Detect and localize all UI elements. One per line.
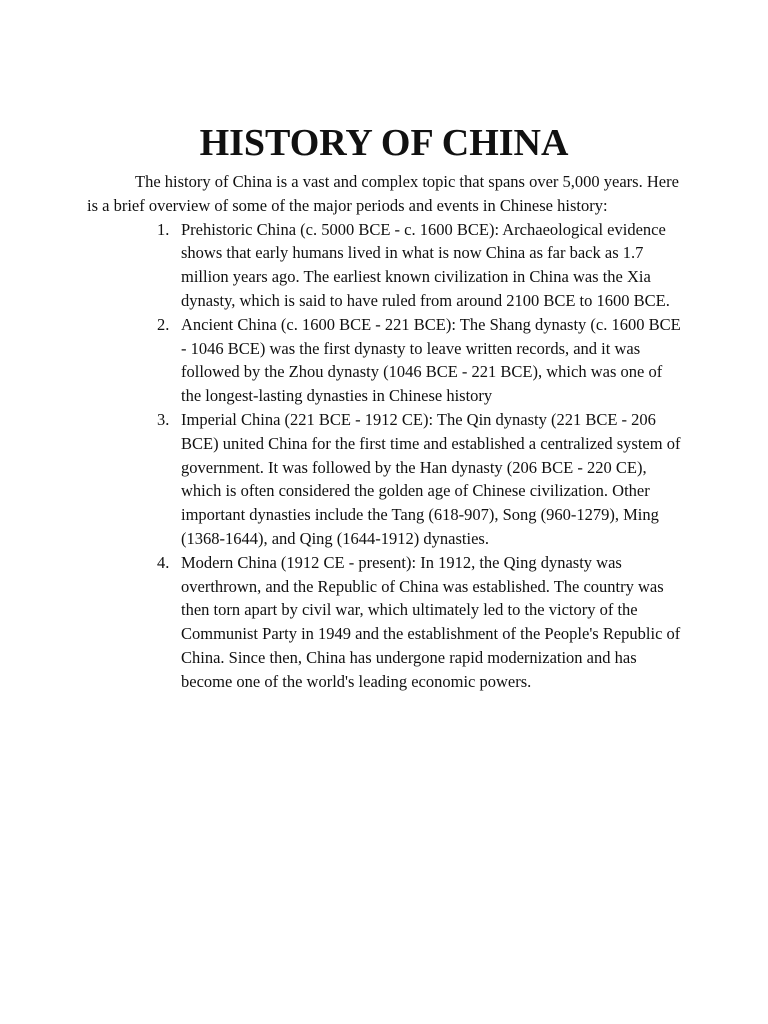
- list-item-prehistoric-china: [157, 218, 683, 313]
- list-item-imperial-china: [157, 408, 683, 551]
- document-title: HISTORY OF CHINA: [199, 122, 569, 165]
- document-body: [87, 170, 683, 694]
- list-item-ancient-china: [157, 313, 683, 408]
- list-item-number: 2.: [157, 314, 170, 334]
- list-item-number: 4.: [157, 552, 170, 572]
- history-period-list: [87, 218, 683, 694]
- list-item-text: Imperial China (221 BCE - 1912 CE): The Qin dynasty (221 BCE - 206 BCE) united China for the first time and established a centralized system of government. It was followed by the Han dynasty (206 BCE - 220 CE), which is often considered the golden age of Chinese civilization. Other important dynasties include the Tang (618-907), Song (960-1279), Ming (1368-1644), and Qing (1644-1912) dynasties.: [181, 409, 681, 548]
- list-item-number: 3.: [157, 409, 170, 429]
- list-item-text: Modern China (1912 CE - present): In 1912, the Qing dynasty was overthrown, and the Republic of China was established. The country was then torn apart by civil war, which ultimately led to the victory of the Communist Party in 1949 and the establishment of the People's Republic of China. Since then, China has undergone rapid modernization and has become one of the world's leading economic powers.: [181, 552, 681, 691]
- list-item-text: Prehistoric China (c. 5000 BCE - c. 1600 BCE): Archaeological evidence shows that early humans lived in what is now China as far back as 1.7 million years ago. The earliest known civilization in China was the Xia dynasty, which is said to have ruled from around 2100 BCE to 1600 BCE.: [181, 219, 670, 310]
- list-item-number: 1.: [157, 219, 170, 239]
- list-item-text: Ancient China (c. 1600 BCE - 221 BCE): The Shang dynasty (c. 1600 BCE - 1046 BCE) was the first dynasty to leave written records, and it was followed by the Zhou dynasty (1046 BCE - 221 BCE), which was one of the longest-lasting dynasties in Chinese history: [181, 314, 681, 406]
- intro-paragraph: The history of China is a vast and complex topic that spans over 5,000 years. Here is a brief overview of some of the major periods and events in Chinese history:: [87, 172, 679, 215]
- list-item-modern-china: [157, 551, 683, 694]
